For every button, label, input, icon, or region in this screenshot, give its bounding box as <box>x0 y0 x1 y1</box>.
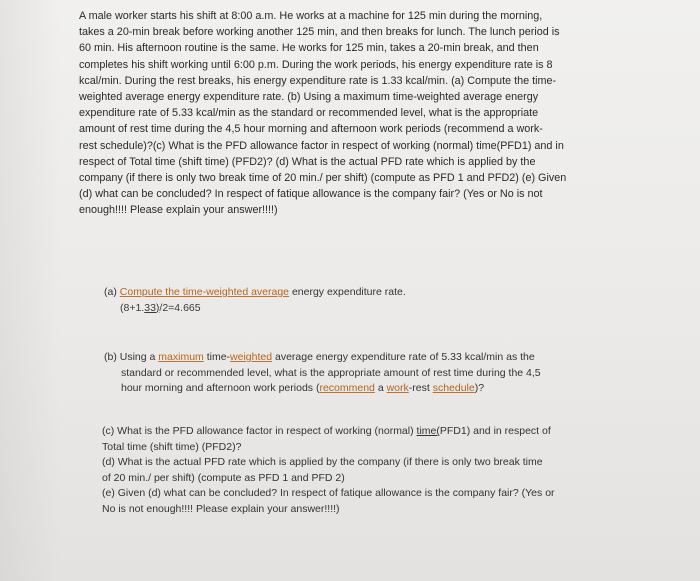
text: (b) Using a <box>104 351 159 363</box>
problem-line: takes a 20-min break before working another 125 min, and then breaks for lunch. The lunch period is <box>79 26 560 39</box>
formula-pre: (8+1. <box>120 301 145 314</box>
text: hour morning and afternoon work periods ( <box>121 382 320 394</box>
part-b-line: standard or recommended level, what is the appropriate amount of rest time during the 4,5 <box>121 366 541 379</box>
problem-line: rest schedule)?(c) What is the PFD allowance factor in respect of working (normal) time(PFD1) and in <box>79 139 564 152</box>
problem-line: weighted average energy expenditure rate. (b) Using a maximum time-weighted average energy <box>79 91 539 104</box>
problem-line: company (if there is only two break time of 20 min./ per shift) (compute as PFD 1 and PFD2) (e) Given <box>79 172 567 185</box>
part-a-answer <box>104 285 406 316</box>
text: )? <box>474 382 485 394</box>
part-b-line <box>104 381 541 397</box>
part-c-line <box>102 424 555 440</box>
part-a-question <box>104 285 406 301</box>
problem-line: (d) what can be concluded? In respect of fatique allowance is the company fair? (Yes or No is not <box>79 188 543 201</box>
part-b-question <box>104 350 541 397</box>
problem-line: kcal/min. During the rest breaks, his energy expenditure rate is 1.33 kcal/min. (a) Compute the time- <box>79 74 557 87</box>
marked-word: recommend <box>319 382 375 394</box>
part-d-line: of 20 min./ per shift) (compute as PFD 1 and PFD 2) <box>102 471 345 484</box>
marked-word: work <box>386 382 409 394</box>
problem-line: expenditure rate of 5.33 kcal/min as the standard or recommended level, what is the appropriate <box>79 107 539 120</box>
part-e-line: No is not enough!!!! Please explain your answer!!!!) <box>102 502 340 515</box>
part-a-rest: energy expenditure rate. <box>289 286 406 298</box>
part-a-marked-words: Compute the time-weighted average <box>119 286 290 298</box>
marked-word: weighted <box>230 351 273 363</box>
page-shadow <box>0 0 60 581</box>
text: PFD1) and in respect of <box>439 425 551 437</box>
underlined-word: time( <box>416 425 440 437</box>
problem-statement <box>79 8 645 219</box>
problem-line: amount of rest time during the 4,5 hour morning and afternoon work periods (recommend a work- <box>79 123 543 136</box>
marked-word: maximum <box>158 351 204 363</box>
part-e-line: (e) Given (d) what can be concluded? In respect of fatique allowance is the company fair? (Yes or <box>102 487 555 499</box>
part-c-line: Total time (shift time) (PFD2)? <box>102 440 242 453</box>
text: -rest <box>408 382 433 394</box>
text: a <box>374 382 387 394</box>
part-a-label: (a) <box>104 286 117 298</box>
marked-word: schedule <box>432 382 475 394</box>
part-a-formula <box>104 301 406 317</box>
problem-line: respect of Total time (shift time) (PFD2)? (d) What is the actual PFD rate which is applied by the <box>79 155 536 168</box>
part-d-line: (d) What is the actual PFD rate which is applied by the company (if there is only two break time <box>102 456 543 468</box>
text: time- <box>203 351 231 363</box>
text: (c) What is the PFD allowance factor in respect of working (normal) <box>102 425 417 437</box>
problem-line: A male worker starts his shift at 8:00 a.m. He works at a machine for 125 min during the morning, <box>79 10 543 22</box>
problem-line: 60 min. His afternoon routine is the same. He works for 125 min, takes a 20-min break, and then <box>79 42 539 55</box>
problem-line: enough!!!! Please explain your answer!!!!) <box>79 204 278 217</box>
problem-line: completes his shift working until 6:00 p.m. During the work periods, his energy expenditure rate is 8 <box>79 58 553 71</box>
text: average energy expenditure rate of 5.33 kcal/min as the <box>272 351 535 363</box>
formula-underlined: 33) <box>144 301 160 314</box>
part-b-line <box>104 350 541 366</box>
formula-post: /2=4.665 <box>159 301 201 314</box>
parts-cde-questions <box>102 424 555 517</box>
